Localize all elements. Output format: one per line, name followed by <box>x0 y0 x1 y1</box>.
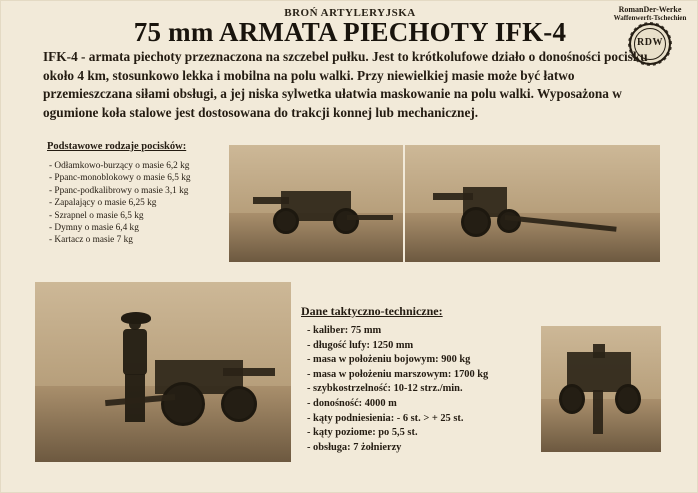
page-kicker: BROŃ ARTYLERYJSKA <box>284 7 416 19</box>
list-item: - masa w położeniu bojowym: 900 kg <box>307 354 471 366</box>
gun-wheel-right <box>221 386 257 422</box>
list-item: - Ppanc-monoblokowy o masie 6,5 kg <box>49 173 191 184</box>
gun-wheel-left <box>461 207 491 237</box>
gun-wheel-left <box>559 384 585 414</box>
list-item: - Odłamkowo-burzący o masie 6,2 kg <box>49 161 190 171</box>
list-item: - Kartacz o masie 7 kg <box>49 235 133 246</box>
intro-paragraph: IFK-4 - armata piechoty przeznaczona na szczebel pułku. Jest to krótkolufowe działo o donośności pocisku około 4 km, stosunkowo lekka i mobilna na polu walki. Przy niewielkiej masie może być łatwo przemieszczana siłami obsługi, a jej niska sylwetka ułatwia maskowanie na polu walki. Wyposażona w ogumione koła stalowe jest dostosowana do trakcji konnej lub mechanicznej. <box>43 49 648 120</box>
emblem-monogram: RDW <box>637 37 663 48</box>
list-item: - Dymny o masie 6,4 kg <box>49 223 139 234</box>
gun-wheel-right <box>615 384 641 414</box>
gun-wheel-left <box>161 382 205 426</box>
specs-heading: Dane taktyczno-techniczne: <box>301 304 443 318</box>
list-item: - Zapalający o masie 6,25 kg <box>49 198 157 209</box>
list-item: - kąty poziome: po 5,5 st. <box>307 427 418 439</box>
photo-gun-with-crewman <box>35 282 291 462</box>
gun-wheel-left <box>273 208 299 234</box>
gun-trail <box>593 390 603 434</box>
list-item: - kaliber: 75 mm <box>307 325 382 336</box>
photo-gun-rear-view <box>541 326 661 452</box>
list-item: - długość lufy: 1250 mm <box>307 339 414 351</box>
gun-barrel <box>433 193 473 200</box>
gun-barrel <box>223 368 275 376</box>
specs-list <box>307 324 557 455</box>
list-item: - donośność: 4000 m <box>307 397 397 409</box>
photo-sky <box>405 145 660 218</box>
soldier-torso <box>123 329 147 375</box>
list-item: - masa w położeniu marszowym: 1700 kg <box>307 368 489 380</box>
list-item: - szybkostrzelność: 10-12 strz./min. <box>307 383 463 395</box>
photo-gun-front-left <box>229 145 403 262</box>
photo-gun-side-right <box>405 145 660 262</box>
list-item: - kąty podniesienia: - 6 st. > + 25 st. <box>307 412 464 424</box>
emblem-company-subtitle: Waffenwerft-Tschechien <box>613 14 687 22</box>
gun-trail <box>347 215 393 220</box>
ammo-list <box>49 160 229 247</box>
gun-barrel <box>593 344 605 358</box>
list-item: - Szrapnel o masie 6,5 kg <box>49 210 144 221</box>
gun-wheel-right <box>333 208 359 234</box>
ammo-heading: Podstawowe rodzaje pocisków: <box>47 141 187 152</box>
gun-barrel <box>253 197 289 204</box>
emblem-company-name: RomanDer-Werke <box>618 5 682 14</box>
page-title: 75 mm ARMATA PIECHOTY IFK-4 <box>133 17 567 47</box>
list-item: - obsługa: 7 żołnierzy <box>307 441 402 453</box>
list-item: - Ppanc-podkalibrowy o masie 3,1 kg <box>49 185 189 196</box>
